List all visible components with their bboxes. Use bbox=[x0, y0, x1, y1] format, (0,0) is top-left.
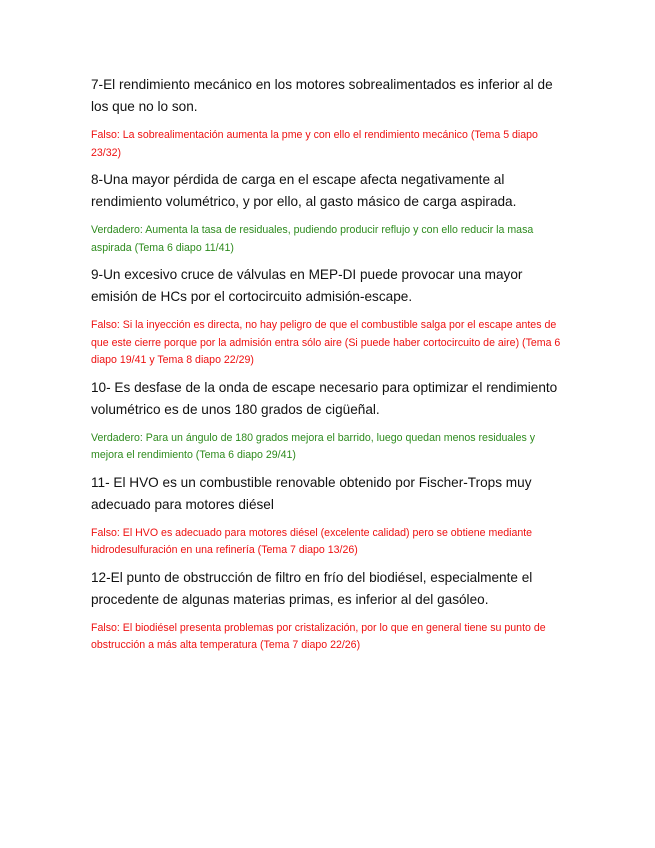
answer-8: Verdadero: Aumenta la tasa de residuales, pudiendo producir reflujo y con ello reducir la masa aspirada (Tema 6 diapo 11/41) bbox=[91, 224, 534, 254]
question-11: 11- El HVO es un combustible renovable obtenido por Fischer-Trops muy adecuado para motores diésel bbox=[91, 474, 532, 512]
quiz-item-7 bbox=[91, 74, 569, 162]
quiz-item-11 bbox=[91, 472, 569, 560]
quiz-item-8 bbox=[91, 169, 569, 257]
question-10: 10- Es desfase de la onda de escape necesario para optimizar el rendimiento volumétrico es de unos 180 grados de cigüeñal. bbox=[91, 379, 558, 417]
quiz-content bbox=[91, 74, 569, 662]
quiz-item-9 bbox=[91, 264, 569, 370]
quiz-item-10 bbox=[91, 377, 569, 465]
question-7: 7-El rendimiento mecánico en los motores sobrealimentados es inferior al de los que no lo son. bbox=[91, 77, 553, 114]
question-9: 9-Un excesivo cruce de válvulas en MEP-DI puede provocar una mayor emisión de HCs por el cortocircuito admisión-escape. bbox=[91, 267, 523, 304]
answer-11: Falso: El HVO es adecuado para motores diésel (excelente calidad) pero se obtiene mediante hidrodesulfuración en una refinería (Tema 7 diapo 13/26) bbox=[91, 526, 533, 556]
answer-9: Falso: Si la inyección es directa, no hay peligro de que el combustible salga por el escape antes de que este cierre porque por la admisión entra sólo aire (Si puede haber cortocircuito de aire) (Tema 6 diapo 19/41 y Tema 8 diapo 22/29) bbox=[91, 319, 561, 366]
question-8: 8-Una mayor pérdida de carga en el escape afecta negativamente al rendimiento volumétrico, y por ello, al gasto másico de carga aspirada. bbox=[91, 172, 517, 209]
answer-10: Verdadero: Para un ángulo de 180 grados mejora el barrido, luego quedan menos residuales y mejora el rendimiento (Tema 6 diapo 29/41) bbox=[91, 431, 536, 461]
quiz-item-12 bbox=[91, 567, 569, 655]
answer-7: Falso: La sobrealimentación aumenta la pme y con ello el rendimiento mecánico (Tema 5 diapo 23/32) bbox=[91, 129, 538, 159]
answer-12: Falso: El biodiésel presenta problemas por cristalización, por lo que en general tiene su punto de obstrucción a más alta temperatura (Tema 7 diapo 22/26) bbox=[91, 621, 546, 651]
question-12: 12-El punto de obstrucción de filtro en frío del biodiésel, especialmente el procedente de algunas materias primas, es inferior al del gasóleo. bbox=[91, 569, 533, 607]
